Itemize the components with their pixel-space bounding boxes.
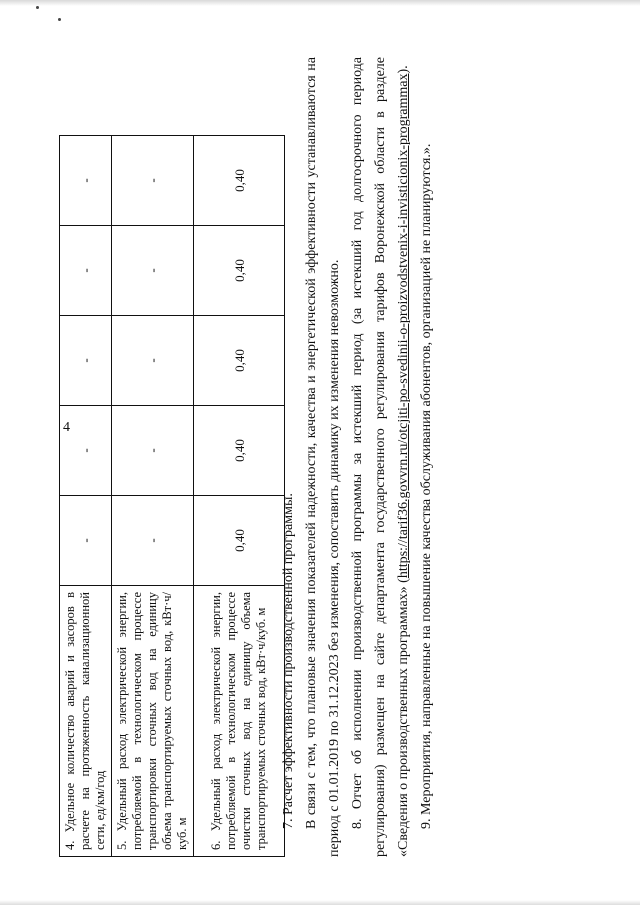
section-8-tail: ). [396, 65, 411, 74]
indicators-table [59, 135, 285, 857]
cell-value: 0,40 [194, 226, 285, 316]
cell-value: - [60, 406, 112, 496]
section-9-body: 9. Мероприятия, направленные на повышение качества обслуживания абонентов, организацией не планируются.». [419, 143, 434, 829]
section-7-body: В связи с тем, что плановые значения показателей надежности, качества и энергетической эффективности устанавливаются на период с 01.01.2019 по 31.12.2023 без изменения, сопоставить динамику их изменения невозможно. [304, 57, 342, 857]
scan-speck [58, 18, 61, 21]
cell-value: 0,40 [194, 316, 285, 406]
scan-edge-top [0, 0, 640, 6]
cell-value: - [112, 406, 194, 496]
section-8-body [346, 57, 415, 857]
tariff-site-link[interactable]: https://tarif36.govvrn.ru/otcjiti-po-svedinii-o-proizvodstvenix-i-invisticionix-programmax [396, 73, 411, 579]
document-text [277, 57, 438, 857]
table-row [112, 136, 194, 857]
row-label: 5. Удельный расход электрической энергии, потребляемой в технологическом процессе транспортировки сточных вод на единицу объема транспортируемых сточных вод, кВт·ч/куб. м [112, 586, 194, 857]
row-label: 6. Удельный расход электрической энергии, потребляемой в технологическом процессе очистки сточных вод на единицу объема транспортируемых сточных вод, кВт·ч/куб. м [194, 586, 285, 857]
table-row [60, 136, 112, 857]
cell-value: - [112, 226, 194, 316]
cell-value: 0,40 [194, 406, 285, 496]
scan-speck [36, 6, 39, 9]
cell-value: 0,40 [194, 136, 285, 226]
cell-value: - [60, 136, 112, 226]
page-number: 4 [63, 420, 70, 435]
scan-edge-bottom [0, 900, 640, 905]
cell-value: - [112, 496, 194, 586]
section-7-heading: 7. Расчет эффективности производственной программы. [281, 493, 296, 829]
row-label: 4. Удельное количество аварий и засоров в расчете на протяженность канализационной сети, ед/км/год [60, 586, 112, 857]
cell-value: - [60, 496, 112, 586]
cell-value: - [112, 136, 194, 226]
rotated-page-content [55, 57, 434, 857]
section-8-text: 8. Отчет об исполнении производственной программы за истекший период (за истекший год долгосрочного периода регулирования) размещен на сайте департамента государственного регулирования тарифов Воронежской области в разделе «Сведения о производственных программах» ( [350, 57, 411, 857]
cell-value: - [112, 316, 194, 406]
cell-value: - [60, 226, 112, 316]
table-row [194, 136, 285, 857]
cell-value: - [60, 316, 112, 406]
cell-value: 0,40 [194, 496, 285, 586]
